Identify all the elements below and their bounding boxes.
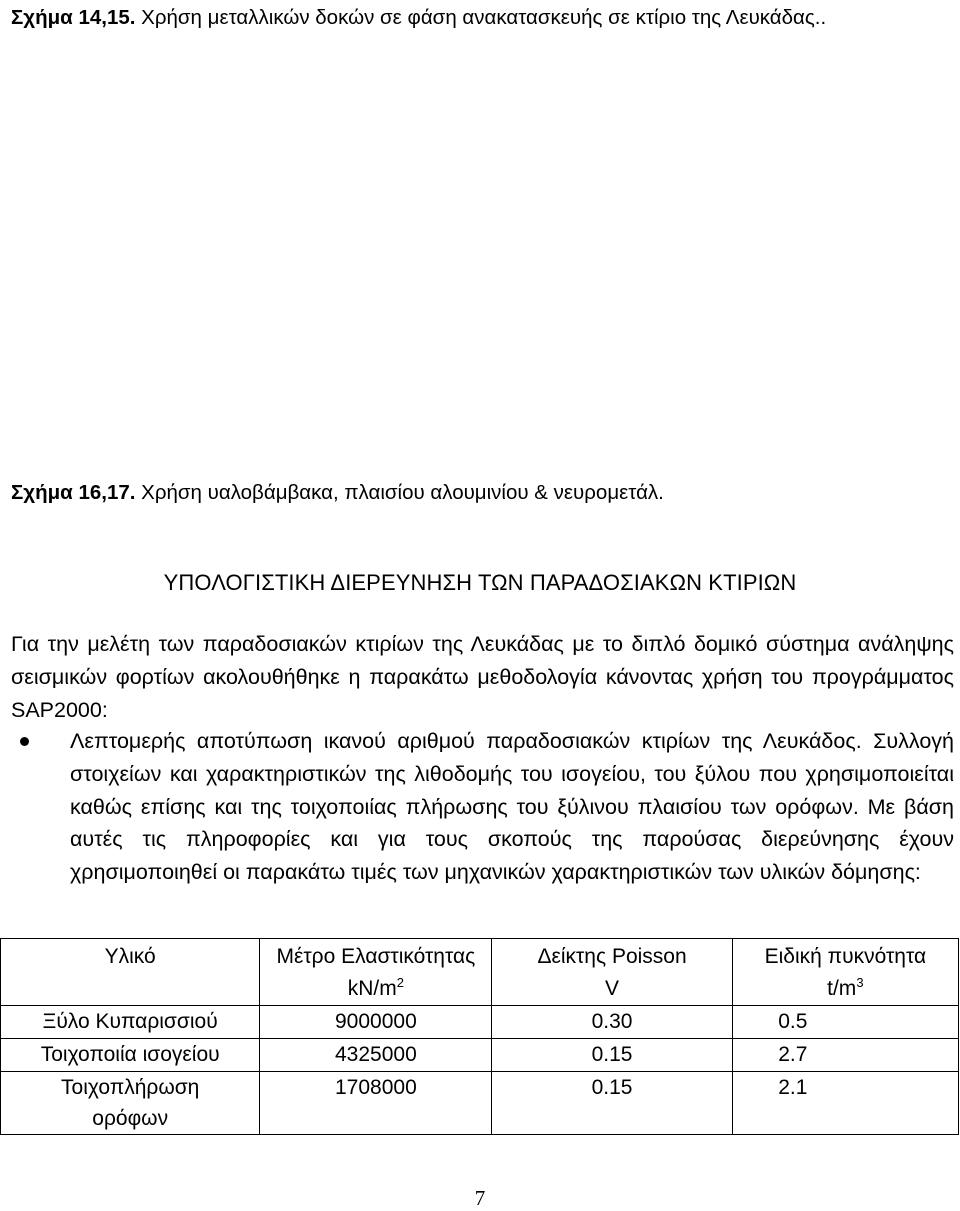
header-label: Δείκτης Poisson: [537, 945, 687, 968]
cell-material: Τοιχοποιία ισογείου: [1, 1039, 260, 1072]
header-unit-exponent: 2: [396, 975, 404, 990]
cell-material: Τοιχοπλήρωση ορόφων: [1, 1072, 260, 1135]
table-row: [1, 1072, 959, 1135]
cell-density: 2.1: [732, 1072, 958, 1135]
bullet-text: Λεπτομερής αποτύπωση ικανού αριθμού παραδοσιακών κτιρίων της Λευκάδος. Συλλογή στοιχείων και χαρακτηριστικών της λιθοδομής του ισογείου, του ξύλου που χρησιμοποιείται καθώς επίσης και της τοιχοποιίας πλήρωσης του ξύλινου πλαισίου των ορόφων. Με βάση αυτές τις πληροφορίες και για τους σκοπούς της παρούσας διερεύνησης έχουν χρησιμοποιηθεί οι παρακάτω τιμές των μηχανικών χαρακτηριστικών των υλικών δόμησης:: [70, 729, 954, 885]
cell-modulus: 4325000: [260, 1039, 492, 1072]
caption-text: Χρήση υαλοβάμβακα, πλαισίου αλουμινίου & νευρομετάλ.: [141, 481, 664, 504]
materials-table: [0, 938, 959, 1135]
cell-modulus: 1708000: [260, 1072, 492, 1135]
cell-poisson: 0.30: [492, 1006, 732, 1039]
caption-text: Χρήση μεταλλικών δοκών σε φάση ανακατασκευής σε κτίριο της Λευκάδας..: [141, 6, 827, 29]
table-row: [1, 1039, 959, 1072]
figure-caption-16-17: [11, 481, 664, 505]
header-material: [1, 939, 260, 1006]
cell-poisson: 0.15: [492, 1039, 732, 1072]
header-label: Υλικό: [104, 945, 156, 968]
cell-density: 2.7: [732, 1039, 958, 1072]
section-heading: ΥΠΟΛΟΓΙΣΤΙΚΗ ΔΙΕΡΕΥΝΗΣΗ ΤΩΝ ΠΑΡΑΔΟΣΙΑΚΩΝ ΚΤΙΡΙΩΝ: [163, 570, 797, 595]
cell-density: 0.5: [732, 1006, 958, 1039]
header-modulus: [260, 939, 492, 1006]
cell-material: Ξύλο Κυπαρισσιού: [1, 1006, 260, 1039]
intro-paragraph: Για την μελέτη των παραδοσιακών κτιρίων της Λευκάδας με το διπλό δομικό σύστημα ανάληψης σεισμικών φορτίων ακολουθήθηκε η παρακάτω μεθοδολογία κάνοντας χρήση του προγράμματος SAP2000:: [11, 632, 954, 722]
table-header-row: [1, 939, 959, 1006]
caption-label: Σχήμα 16,17.: [11, 481, 136, 504]
header-symbol: V: [605, 977, 620, 1000]
header-label: Μέτρο Ελαστικότητας: [276, 945, 476, 968]
header-poisson: [492, 939, 732, 1006]
header-label: Ειδική πυκνότητα: [764, 945, 927, 968]
header-unit: kN/m: [347, 977, 397, 1000]
header-density: [732, 939, 958, 1006]
figure-caption-14-15: [11, 6, 826, 30]
table-row: [1, 1006, 959, 1039]
cell-poisson: 0.15: [492, 1072, 732, 1135]
caption-label: Σχήμα 14,15.: [11, 6, 136, 29]
cell-modulus: 9000000: [260, 1006, 492, 1039]
header-unit: t/m: [827, 977, 857, 1000]
bullet-item: [11, 725, 954, 889]
bullet-icon: [20, 737, 29, 746]
page-number: 7: [474, 1186, 486, 1210]
header-unit-exponent: 3: [856, 975, 864, 990]
